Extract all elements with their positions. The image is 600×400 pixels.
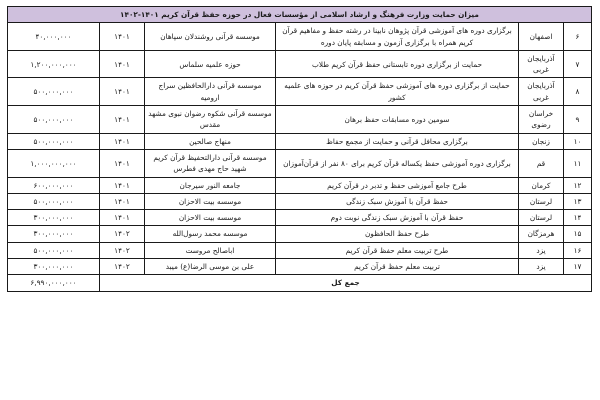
cell-description: سومین دوره مسابقات حفظ برهان <box>276 106 519 134</box>
table-row <box>7 106 591 134</box>
cell-year: ۱۴۰۱ <box>100 106 145 134</box>
total-amount: ۶,۹۹۰,۰۰۰,۰۰۰ <box>7 275 99 291</box>
cell-row-number: ۱۴ <box>564 210 592 226</box>
cell-row-number: ۱۱ <box>564 149 592 177</box>
total-label: جمع کل <box>100 275 592 291</box>
cell-description: برگزاری دوره های آموزشی قرآن پژوهان نابینا در رشته حفظ و مفاهیم قرآن کریم همراه با برگزاری آزمون و مسابقه پایان دوره <box>276 23 519 51</box>
cell-province: یزد <box>519 259 564 275</box>
cell-year: ۱۴۰۲ <box>100 259 145 275</box>
cell-description: طرح جامع آموزشی حفظ و تدبر در قرآن کریم <box>276 177 519 193</box>
cell-institution: موسسه بیت الاحزان <box>145 210 276 226</box>
table-row <box>7 259 591 275</box>
table-row <box>7 193 591 209</box>
cell-amount: ۱,۰۰۰,۰۰۰,۰۰۰ <box>7 149 99 177</box>
table-row <box>7 50 591 78</box>
cell-year: ۱۴۰۲ <box>100 226 145 242</box>
cell-amount: ۱,۲۰۰,۰۰۰,۰۰۰ <box>7 50 99 78</box>
cell-institution: موسسه محمد رسول‌الله <box>145 226 276 242</box>
cell-institution: حوزه علمیه سلماس <box>145 50 276 78</box>
table-row <box>7 177 591 193</box>
cell-description: طرح حفظ الحافظون <box>276 226 519 242</box>
cell-amount: ۳۰۰,۰۰۰,۰۰۰ <box>7 210 99 226</box>
cell-amount: ۵۰۰,۰۰۰,۰۰۰ <box>7 106 99 134</box>
cell-amount: ۶۰۰,۰۰۰,۰۰۰ <box>7 177 99 193</box>
cell-amount: ۵۰۰,۰۰۰,۰۰۰ <box>7 242 99 258</box>
cell-amount: ۴۰,۰۰۰,۰۰۰ <box>7 23 99 51</box>
cell-description: تربیت معلم حفظ قرآن کریم <box>276 259 519 275</box>
cell-institution: منهاج صالحین <box>145 133 276 149</box>
cell-amount: ۳۰۰,۰۰۰,۰۰۰ <box>7 259 99 275</box>
cell-province: اصفهان <box>519 23 564 51</box>
cell-province: آذربایجان غربی <box>519 78 564 106</box>
cell-row-number: ۷ <box>564 50 592 78</box>
page-title: میزان حمایت وزارت فرهنگ و ارشاد اسلامی از مؤسسات فعال در حوزه حفظ قرآن کریم ۱۴۰۱-۱۴۰۲ <box>7 7 591 23</box>
cell-amount: ۵۰۰,۰۰۰,۰۰۰ <box>7 133 99 149</box>
cell-row-number: ۱۷ <box>564 259 592 275</box>
cell-row-number: ۱۶ <box>564 242 592 258</box>
table-row <box>7 149 591 177</box>
cell-institution: علی بن موسی الرضا(ع) میبد <box>145 259 276 275</box>
cell-institution: موسسه قرآنی روشندلان سپاهان <box>145 23 276 51</box>
cell-description: حمایت از برگزاری دوره های آموزشی حفظ قرآن کریم در حوزه های علمیه کشور <box>276 78 519 106</box>
cell-description: حفظ قرآن با آموزش سبک زندگی نوبت دوم <box>276 210 519 226</box>
cell-amount: ۵۰۰,۰۰۰,۰۰۰ <box>7 78 99 106</box>
cell-amount: ۳۰۰,۰۰۰,۰۰۰ <box>7 226 99 242</box>
cell-row-number: ۱۳ <box>564 193 592 209</box>
cell-description: برگزاری محافل قرآنی و حمایت از مجمع حفاظ <box>276 133 519 149</box>
cell-year: ۱۴۰۱ <box>100 50 145 78</box>
table-row <box>7 78 591 106</box>
cell-province: کرمان <box>519 177 564 193</box>
table-title-row <box>7 7 591 23</box>
cell-row-number: ۱۰ <box>564 133 592 149</box>
table-row <box>7 133 591 149</box>
table-total-row <box>7 275 591 291</box>
cell-year: ۱۴۰۱ <box>100 23 145 51</box>
table-row <box>7 242 591 258</box>
cell-institution: موسسه بیت الاحزان <box>145 193 276 209</box>
cell-year: ۱۴۰۲ <box>100 242 145 258</box>
cell-institution: موسسه قرآنی شکوه رضوان نبوی مشهد مقدس <box>145 106 276 134</box>
cell-description: طرح تربیت معلم حفظ قرآن کریم <box>276 242 519 258</box>
cell-row-number: ۹ <box>564 106 592 134</box>
cell-year: ۱۴۰۱ <box>100 210 145 226</box>
cell-row-number: ۱۲ <box>564 177 592 193</box>
table-body <box>7 7 591 292</box>
cell-row-number: ۸ <box>564 78 592 106</box>
cell-province: یزد <box>519 242 564 258</box>
table-row <box>7 210 591 226</box>
cell-institution: اباصالح مروست <box>145 242 276 258</box>
cell-year: ۱۴۰۱ <box>100 149 145 177</box>
cell-province: هرمزگان <box>519 226 564 242</box>
cell-amount: ۵۰۰,۰۰۰,۰۰۰ <box>7 193 99 209</box>
cell-institution: موسسه قرآنی دارالتحفیظ قرآن کریم شهید حاج مهدی فطرس <box>145 149 276 177</box>
cell-description: حفظ قرآن با آموزش سبک زندگی <box>276 193 519 209</box>
cell-row-number: ۱۵ <box>564 226 592 242</box>
cell-description: حمایت از برگزاری دوره تابستانی حفظ قرآن کریم طلاب <box>276 50 519 78</box>
cell-row-number: ۶ <box>564 23 592 51</box>
cell-province: قم <box>519 149 564 177</box>
cell-year: ۱۴۰۱ <box>100 78 145 106</box>
cell-institution: موسسه قرآنی دارالحافظین سراج ارومیه <box>145 78 276 106</box>
cell-description: برگزاری دوره آموزشی حفظ یکساله قرآن کریم برای ۸۰ نفر از قرآن‌آموزان <box>276 149 519 177</box>
support-report-table <box>7 6 592 292</box>
cell-year: ۱۴۰۱ <box>100 177 145 193</box>
table-row <box>7 23 591 51</box>
cell-province: لرستان <box>519 193 564 209</box>
cell-province: آذربایجان غربی <box>519 50 564 78</box>
cell-province: خراسان رضوی <box>519 106 564 134</box>
cell-institution: جامعه النور سیرجان <box>145 177 276 193</box>
cell-year: ۱۴۰۱ <box>100 133 145 149</box>
cell-province: لرستان <box>519 210 564 226</box>
cell-province: زنجان <box>519 133 564 149</box>
table-row <box>7 226 591 242</box>
cell-year: ۱۴۰۱ <box>100 193 145 209</box>
